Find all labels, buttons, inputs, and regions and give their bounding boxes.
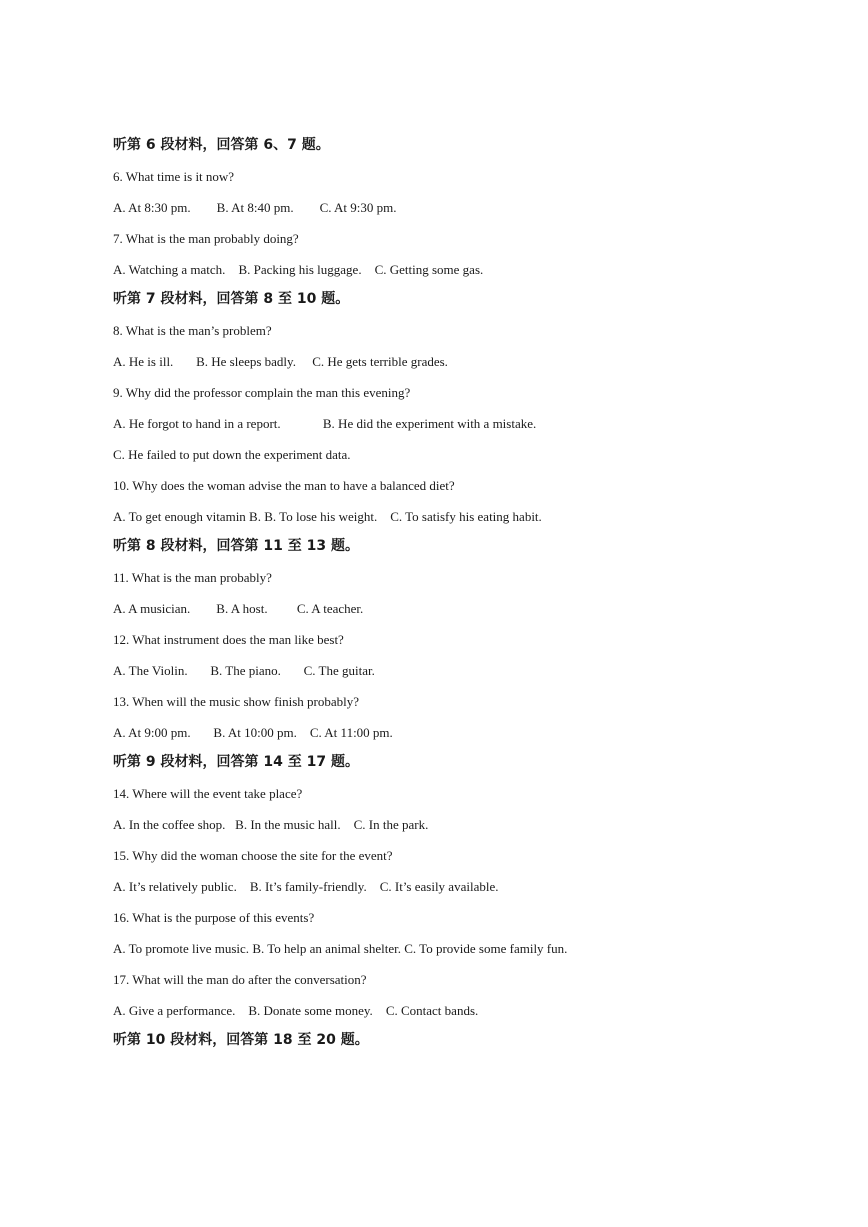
option-b: B. To help an animal shelter. <box>252 941 401 956</box>
question-text: 10. Why does the woman advise the man to have a balanced diet? <box>113 478 455 493</box>
option-a: A. It’s relatively public. <box>113 879 237 894</box>
option-c: C. The guitar. <box>303 663 375 678</box>
option-c: C. It’s easily available. <box>379 879 499 894</box>
section-heading: 听第 6 段材料，回答第 6、7 题。 <box>113 137 330 153</box>
answer-options <box>113 817 428 833</box>
section-heading: 听第 8 段材料，回答第 11 至 13 题。 <box>113 538 359 554</box>
option-a: A. He is ill. <box>113 354 174 369</box>
option-c: C. In the park. <box>353 817 429 832</box>
option-b: B. Packing his luggage. <box>238 262 362 277</box>
option-b: B. At 10:00 pm. <box>213 725 297 740</box>
question-text: 16. What is the purpose of this events? <box>113 910 315 925</box>
answer-options <box>113 509 542 525</box>
question-text: 7. What is the man probably doing? <box>113 231 299 246</box>
option-c: C. At 11:00 pm. <box>309 725 393 740</box>
answer-options <box>113 601 363 617</box>
answer-options <box>113 262 483 278</box>
question-text: 11. What is the man probably? <box>113 570 272 585</box>
section-heading: 听第 10 段材料，回答第 18 至 20 题。 <box>113 1032 369 1048</box>
option-a: A. He forgot to hand in a report. <box>113 416 281 431</box>
question-text: 6. What time is it now? <box>113 169 235 184</box>
option-b: B. A host. <box>216 601 268 616</box>
option-b: B. He sleeps badly. <box>196 354 296 369</box>
answer-option-c: C. He failed to put down the experiment data. <box>113 447 351 462</box>
option-a: A. Give a performance. <box>113 1003 236 1018</box>
option-a: A. The Violin. <box>113 663 188 678</box>
option-c: C. To satisfy his eating habit. <box>390 509 542 524</box>
option-c: C. At 9:30 pm. <box>319 200 397 215</box>
option-c: C. He gets terrible grades. <box>312 354 448 369</box>
section-heading: 听第 7 段材料，回答第 8 至 10 题。 <box>113 291 350 307</box>
option-b: B. At 8:40 pm. <box>216 200 294 215</box>
option-c: C. Getting some gas. <box>374 262 484 277</box>
option-b: B. Donate some money. <box>248 1003 373 1018</box>
answer-options <box>113 663 375 679</box>
question-text: 13. When will the music show finish probably? <box>113 694 360 709</box>
option-b: B. To lose his weight. <box>264 509 378 524</box>
option-a: A. At 8:30 pm. <box>113 200 191 215</box>
option-c: C. To provide some family fun. <box>404 941 568 956</box>
option-b: B. The piano. <box>210 663 281 678</box>
option-a: A. At 9:00 pm. <box>113 725 191 740</box>
question-text: 17. What will the man do after the conversation? <box>113 972 367 987</box>
answer-options <box>113 354 448 370</box>
option-a: A. To promote live music. <box>113 941 250 956</box>
answer-options <box>113 200 397 216</box>
answer-options <box>113 879 498 895</box>
question-text: 14. Where will the event take place? <box>113 786 303 801</box>
answer-options <box>113 941 567 957</box>
option-a: A. A musician. <box>113 601 191 616</box>
option-b: B. It’s family-friendly. <box>249 879 367 894</box>
option-b: B. He did the experiment with a mistake. <box>322 416 537 431</box>
answer-options <box>113 725 393 741</box>
option-a: A. In the coffee shop. <box>113 817 226 832</box>
question-text: 8. What is the man’s problem? <box>113 323 272 338</box>
option-a: A. Watching a match. <box>113 262 226 277</box>
question-text: 9. Why did the professor complain the man this evening? <box>113 385 411 400</box>
option-b: B. In the music hall. <box>235 817 341 832</box>
answer-options <box>113 416 536 432</box>
section-heading: 听第 9 段材料，回答第 14 至 17 题。 <box>113 754 359 770</box>
question-text: 15. Why did the woman choose the site for the event? <box>113 848 393 863</box>
answer-options <box>113 1003 478 1019</box>
option-c: C. Contact bands. <box>385 1003 479 1018</box>
question-text: 12. What instrument does the man like best? <box>113 632 344 647</box>
option-c: C. A teacher. <box>296 601 364 616</box>
option-a: A. To get enough vitamin B. <box>113 509 261 524</box>
